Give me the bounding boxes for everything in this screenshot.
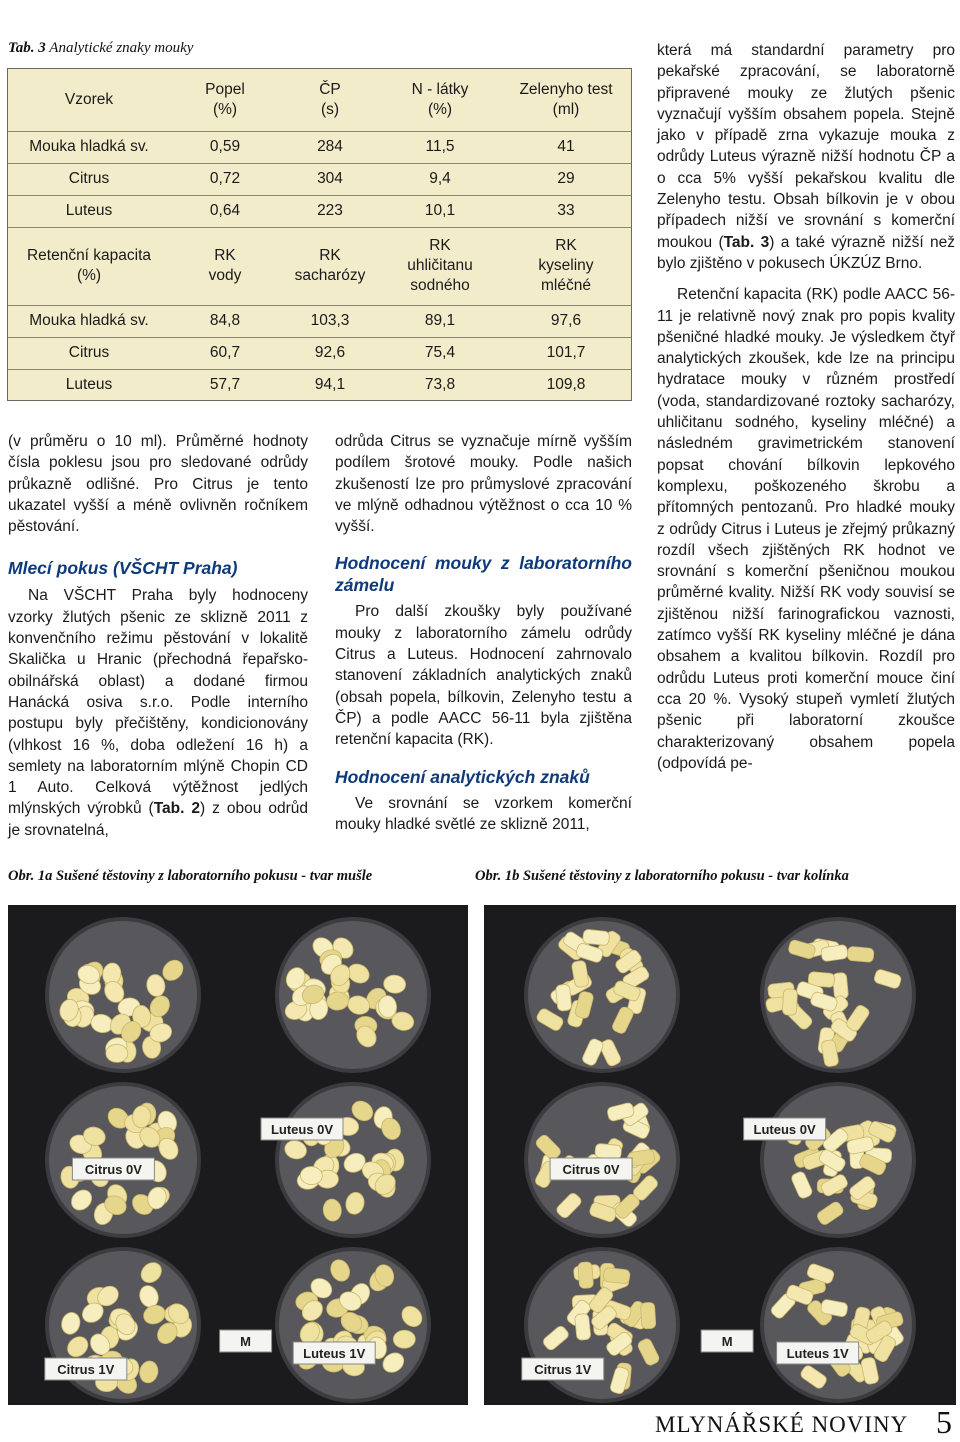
- table-cell: ČP (s): [319, 81, 341, 118]
- pasta-plate: [524, 917, 680, 1073]
- table-cell: 84,8: [209, 312, 241, 329]
- col3-paragraph-1: která má standardní parametry pro pekařské zpracování, se laboratorně připravené mouky ze žlutých pšenic vyznačují vyšším obsahem popela. Stejně jako v případě zrna vykazuje mouka z odrůdy Luteus výrazně nižší hodnotu ČP a o cca 5% vyšší pekařskou kvalitu dle Zelenyho testu. Obsah bílkovin je v obou případech nižší ve srovnání s komerční moukou (Tab. 3) a také výrazně nižší než bylo zjištěno v pokusech ÚKZÚZ Brno.: [657, 42, 955, 272]
- table-cell: Retenční kapacita (%): [26, 247, 152, 284]
- col1-paragraph-2: Na VŠCHT Praha byly hodnoceny vzorky žlutých pšenic ze sklizně 2011 z konvenčního režimu pěstování v lokalitě Skalička u Hranic (přechodná řepařsko-obilnářská oblast) a dodané firmou Hanácká osiva s.r.o. Podle interního postupu byly přečištěny, kondicionovány (vlhkost 16 %, doba odležení 16 h) a semlety na laboratorním mlýně Chopin CD 1 Auto. Celková výtěžnost jedlých mlýnských výrobků (Tab. 2) z obou odrůd je srovnatelná,: [8, 587, 308, 839]
- table-cell: N - látky (%): [411, 81, 469, 118]
- plate-label-text: Citrus 1V: [534, 1362, 592, 1377]
- plate-label-text: Luteus 0V: [753, 1122, 816, 1137]
- table-cell: RK uhličitanu sodného: [407, 237, 473, 294]
- plate-label-text: Citrus 0V: [562, 1162, 620, 1177]
- table-cell: 10,1: [424, 202, 456, 219]
- plate-label-tag: [777, 1342, 859, 1364]
- col2-paragraph-2: Pro další zkoušky byly používané mouky z laboratorního zámelu odrůdy Citrus a Luteus. Hodnocení zahrnovalo stanovení základních analytických znaků (obsah popela, bílkovin, Zelenyho testu a ČP) a podle AACC 56-11 byla zjištěna retenční kapacita (RK).: [335, 603, 632, 749]
- table-cell: 75,4: [424, 344, 456, 361]
- table-cell: 89,1: [424, 312, 456, 329]
- analysis-table: [7, 68, 632, 401]
- table-cell: 109,8: [546, 376, 586, 393]
- plate-label-tag: [220, 1330, 272, 1352]
- table-cell: Zelenyho test (ml): [519, 81, 613, 118]
- figure-1a-caption: [8, 868, 372, 885]
- table-cell: Mouka hladká sv.: [29, 312, 149, 329]
- text-column-1: [8, 431, 308, 841]
- table-cell: 29: [557, 170, 575, 187]
- table-caption-text: Analytické znaky mouky: [49, 40, 194, 56]
- table-header-row: [8, 69, 631, 131]
- figure-1b-caption: [475, 868, 849, 885]
- col2-heading-1: Hodnocení mouky z laboratorního zámelu: [335, 553, 632, 596]
- pasta-plate: [275, 1247, 431, 1403]
- table-cell: 94,1: [314, 376, 346, 393]
- table-cell: 33: [557, 202, 575, 219]
- plate-label-text: Luteus 0V: [270, 1122, 334, 1137]
- table-row: [8, 337, 631, 369]
- table-cell: Vzorek: [64, 91, 114, 108]
- table-row: [8, 305, 631, 337]
- table-cell: 103,3: [310, 312, 350, 329]
- col1-heading: Mlecí pokus (VŠCHT Praha): [8, 558, 238, 579]
- table-cell: 101,7: [546, 344, 586, 361]
- photo-elbows-image: [484, 905, 956, 1405]
- table-header-row-2: [8, 227, 631, 305]
- plate-label-tag: [261, 1118, 343, 1140]
- page-number: 5: [936, 1404, 952, 1440]
- pasta-plate: [45, 917, 201, 1073]
- table-row: [8, 163, 631, 195]
- photo-shells: [8, 905, 468, 1405]
- photo-shells-image: [8, 905, 468, 1405]
- table-cell: 284: [317, 138, 343, 155]
- journal-name: MLYNÁŘSKÉ NOVINY: [655, 1412, 909, 1437]
- table-cell: Popel (%): [205, 81, 245, 118]
- pasta-plate: [760, 1082, 916, 1238]
- table-row: [8, 131, 631, 163]
- table-cell: 0,64: [209, 202, 241, 219]
- text-column-2: [335, 431, 632, 835]
- table-cell: 57,7: [209, 376, 241, 393]
- plate-label-text: Citrus 0V: [84, 1162, 142, 1177]
- table-cell: RK vody: [208, 247, 242, 284]
- plate-label-text: Luteus 1V: [303, 1346, 366, 1361]
- table-row: [8, 195, 631, 227]
- table-cell: Citrus: [68, 170, 110, 187]
- plate-label-tag: [72, 1158, 154, 1180]
- table-cell: 73,8: [424, 376, 456, 393]
- table-caption-label: Tab. 3: [8, 40, 46, 56]
- table-cell: 0,72: [209, 170, 241, 187]
- table-cell: RK sacharózy: [294, 247, 366, 284]
- table-caption: [8, 40, 193, 57]
- table-cell: 97,6: [550, 312, 582, 329]
- col2-paragraph-3: Ve srovnání se vzorkem komerční mouky hladké světlé ze sklizně 2011,: [335, 794, 632, 833]
- plate-label-tag: [701, 1330, 753, 1352]
- table-cell: RK kyseliny mléčné: [538, 237, 594, 294]
- plate-label-text: M: [240, 1334, 252, 1349]
- table-cell: 304: [317, 170, 343, 187]
- table-cell: 11,5: [425, 138, 455, 155]
- table-cell: 9,4: [429, 170, 451, 187]
- pasta-plate: [760, 1247, 916, 1403]
- table-cell: 92,6: [314, 344, 346, 361]
- plate-label-tag: [550, 1158, 632, 1180]
- plate-label-tag: [522, 1358, 604, 1380]
- pasta-plate: [275, 1082, 431, 1238]
- table-cell: Luteus: [65, 376, 113, 393]
- plate-label-tag: [293, 1342, 375, 1364]
- pasta-plate: [275, 917, 431, 1073]
- plate-label-tag: [45, 1358, 127, 1380]
- col2-heading-2: Hodnocení analytických znaků: [335, 766, 590, 787]
- table-cell: 223: [317, 202, 343, 219]
- table-cell: 0,59: [209, 138, 241, 155]
- figure-1b-label: Obr. 1b: [475, 868, 520, 884]
- table-cell: 41: [557, 138, 575, 155]
- plate-label-text: Luteus 1V: [786, 1346, 849, 1361]
- table-cell: Luteus: [65, 202, 113, 219]
- col1-paragraph-1: (v průměru o 10 ml). Průměrné hodnoty čísla poklesu jsou pro sledované odrůdy průkazně odlišné. Pro Citrus je tento ukazatel vyšší a méně ovlivněn ročníkem pěstování.: [8, 433, 308, 536]
- col2-paragraph-1: odrůda Citrus se vyznačuje mírně vyšším podílem šrotové mouky. Podle našich zkušeností lze pro průmyslové zpracování ve mlýně odhadnou výtěžnost o cca 10 % vyšší.: [335, 433, 632, 536]
- plate-label-text: Citrus 1V: [57, 1362, 115, 1377]
- plate-label-tag: [744, 1118, 826, 1140]
- figure-1b-text: Sušené těstoviny z laboratorního pokusu - tvar kolínka: [522, 868, 849, 884]
- table-row: [8, 369, 631, 401]
- figure-1a-text: Sušené těstoviny z laboratorního pokusu - tvar mušle: [55, 868, 373, 884]
- plate-label-text: M: [721, 1334, 733, 1349]
- table-cell: 60,7: [209, 344, 241, 361]
- table-cell: Citrus: [68, 344, 110, 361]
- figure-1a-label: Obr. 1a: [8, 868, 53, 884]
- col3-paragraph-2: Retenční kapacita (RK) podle AACC 56-11 je relativně nový znak pro popis kvality pšeničné hladké mouky. Je výsledkem čtyř analytických zkoušek, kde lze na principu hydratace mouky v různém prostředí (voda, standardizované roztoky sacharózy, uhličitanu sodného, kyseliny mléčné) a následném gravimetrickém stanovení popsat chování bílkovin lepkového komplexu, poškozeného škrobu a přítomných pentozanů. Pro hladké mouky z odrůdy Citrus i Luteus je zřejmý průkazný rozdíl všech zjištěných RK hodnot ve srovnání s komerční pšeničnou moukou průměrné kvality. Nižší RK vody souvisí se zjištěnou nižší farinografickou vaznosti, zatímco vyšší RK kyseliny mléčné je dána obsahem a kvalitou bílkovin. Rozdíl pro odrůdu Luteus proti komerční mouce činí cca 20 %. Vysoký stupeň vymletí žlutých pšenic při laboratorní zkoušce charakterizovaný obsahem popela (odpovídá pe-: [657, 286, 955, 772]
- text-column-3: [657, 40, 955, 774]
- pasta-plate: [760, 917, 916, 1073]
- photo-elbows: [484, 905, 956, 1405]
- table-cell: Mouka hladká sv.: [29, 138, 149, 155]
